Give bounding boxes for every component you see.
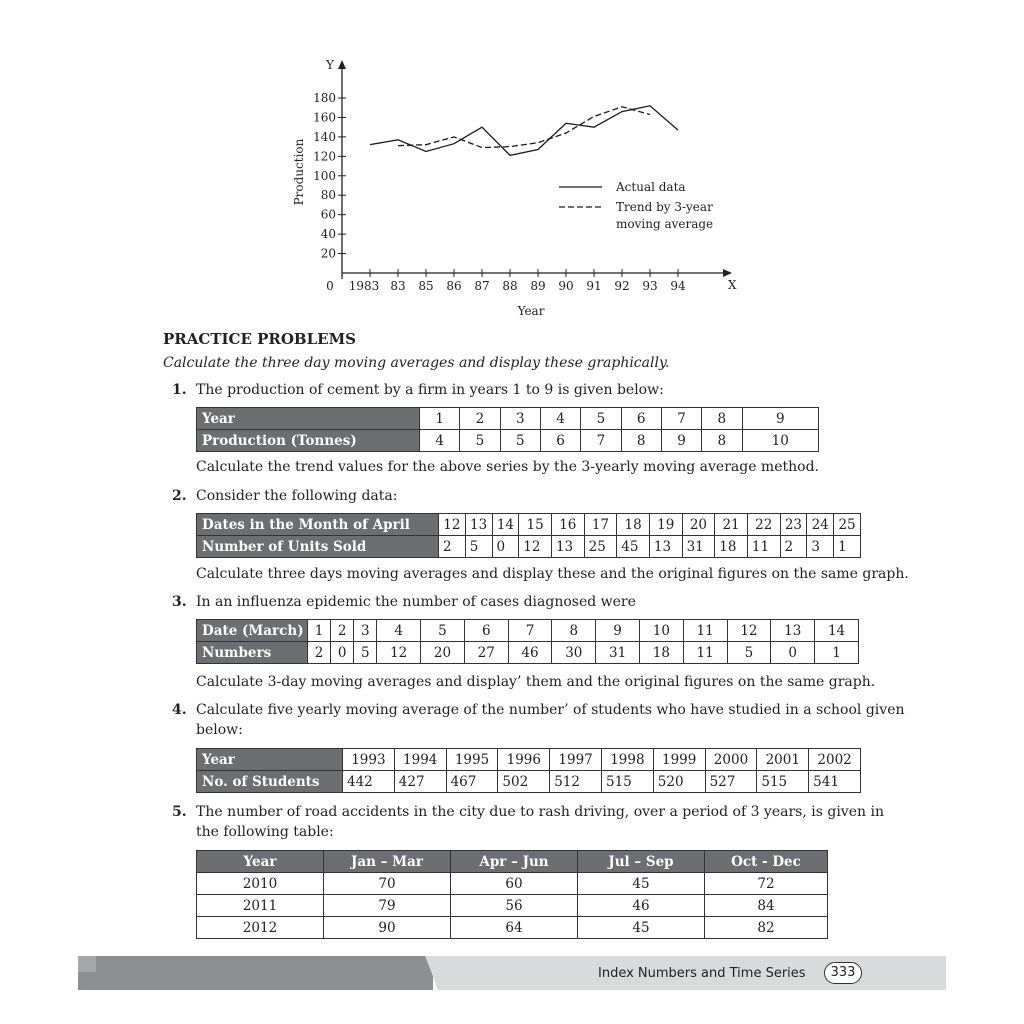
row-header: Year	[197, 408, 420, 430]
column-header: Jan – Mar	[324, 851, 451, 873]
table-cell: 19	[649, 514, 682, 536]
page-number: 333	[824, 962, 862, 984]
row-header: Number of Units Sold	[197, 536, 439, 558]
table-cell: 1994	[394, 749, 446, 771]
legend-actual-label: Actual data	[616, 180, 686, 194]
table-cell: 10	[742, 430, 819, 452]
problem-4-number: 4.	[172, 702, 187, 718]
table-cell: 467	[446, 771, 498, 793]
table-cell: 45	[578, 917, 705, 939]
table-cell: 427	[394, 771, 446, 793]
column-header: Year	[197, 851, 324, 873]
table-cell: 5	[354, 642, 377, 664]
x-tick-label: 85	[418, 279, 434, 293]
table-cell: 30	[552, 642, 596, 664]
column-header: Oct - Dec	[705, 851, 828, 873]
table-cell: 56	[451, 895, 578, 917]
table-cell: 4	[540, 408, 580, 430]
table-row	[197, 408, 819, 430]
table-cell: 5	[581, 408, 621, 430]
x-tick-label: 93	[642, 279, 658, 293]
y-axis-arrow-icon	[338, 60, 346, 69]
table-cell: 2012	[197, 917, 324, 939]
table-cell: 14	[492, 514, 519, 536]
footer-title: Index Numbers and Time Series	[598, 966, 806, 981]
row-header: No. of Students	[197, 771, 343, 793]
table-cell: 14	[815, 620, 859, 642]
table-cell: 4	[377, 620, 421, 642]
table-cell: 6	[621, 408, 661, 430]
table-row	[197, 873, 828, 895]
column-header: Apr – Jun	[451, 851, 578, 873]
table-cell: 1	[834, 536, 861, 558]
table-cell: 5	[465, 536, 492, 558]
problem-1-after-text: Calculate the trend values for the above series by the 3-yearly moving average method.	[196, 459, 819, 475]
x-tick-label: 88	[502, 279, 518, 293]
table-cell: 5	[421, 620, 465, 642]
table-cell: 3	[807, 536, 834, 558]
table-cell: 25	[834, 514, 861, 536]
table-cell: 10	[639, 620, 683, 642]
table-cell: 1	[308, 620, 331, 642]
table-row	[197, 895, 828, 917]
table-cell: 5	[727, 642, 771, 664]
table-cell: 541	[809, 771, 861, 793]
problem-3-table	[196, 619, 859, 664]
table-cell: 45	[617, 536, 650, 558]
table-cell: 527	[705, 771, 757, 793]
problem-4-table	[196, 748, 861, 793]
column-header: Jul – Sep	[578, 851, 705, 873]
table-row	[197, 536, 861, 558]
table-cell: 515	[601, 771, 653, 793]
x-tick-label: 83	[390, 279, 406, 293]
table-cell: 82	[705, 917, 828, 939]
table-cell: 90	[324, 917, 451, 939]
x-tick-label: 92	[614, 279, 630, 293]
table-cell: 15	[519, 514, 552, 536]
table-cell: 8	[702, 408, 742, 430]
table-cell: 31	[682, 536, 715, 558]
table-cell: 18	[715, 536, 748, 558]
table-cell: 2	[780, 536, 807, 558]
instruction-text: Calculate the three day moving averages and display these graphically.	[163, 355, 670, 371]
table-cell: 7	[508, 620, 552, 642]
table-cell: 515	[757, 771, 809, 793]
y-axis-letter: Y	[326, 58, 334, 72]
table-cell: 72	[705, 873, 828, 895]
table-row	[197, 749, 861, 771]
row-header: Numbers	[197, 642, 308, 664]
y-tick-label: 180	[313, 91, 336, 105]
table-cell: 8	[552, 620, 596, 642]
table-cell: 2000	[705, 749, 757, 771]
table-cell: 4	[420, 430, 460, 452]
table-cell: 502	[498, 771, 550, 793]
problem-1-text: The production of cement by a firm in years 1 to 9 is given below:	[196, 382, 664, 398]
table-cell: 25	[584, 536, 617, 558]
table-cell: 13	[771, 620, 815, 642]
table-cell: 7	[581, 430, 621, 452]
table-cell: 22	[747, 514, 780, 536]
y-tick-label: 80	[320, 188, 336, 203]
y-tick-label: 60	[320, 207, 336, 222]
table-row	[197, 620, 859, 642]
table-cell: 79	[324, 895, 451, 917]
table-cell: 18	[639, 642, 683, 664]
table-cell: 11	[683, 620, 727, 642]
x-axis-arrow-icon	[723, 269, 732, 277]
table-header-row	[197, 851, 828, 873]
problem-1-number: 1.	[172, 382, 187, 398]
problem-4-text-line-1: Calculate five yearly moving average of the number’ of students who have studied in a school given	[196, 702, 905, 718]
table-cell: 18	[617, 514, 650, 536]
table-cell: 12	[439, 514, 466, 536]
table-cell: 13	[649, 536, 682, 558]
legend-trend-label-line-1: Trend by 3-year	[616, 200, 713, 214]
section-heading: PRACTICE PROBLEMS	[163, 330, 357, 348]
table-cell: 70	[324, 873, 451, 895]
table-cell: 17	[584, 514, 617, 536]
problem-3-text: In an influenza epidemic the number of cases diagnosed were	[196, 594, 636, 610]
table-cell: 1998	[601, 749, 653, 771]
table-cell: 0	[492, 536, 519, 558]
y-tick-label: 140	[313, 129, 336, 144]
y-tick-label: 120	[313, 149, 336, 164]
table-cell: 13	[551, 536, 584, 558]
table-cell: 2001	[757, 749, 809, 771]
table-cell: 21	[715, 514, 748, 536]
actual-data-line	[370, 106, 678, 156]
table-cell: 9	[661, 430, 701, 452]
legend-trend-label-line-2: moving average	[616, 217, 714, 231]
table-cell: 2	[439, 536, 466, 558]
table-cell: 1	[420, 408, 460, 430]
x-tick-label: 86	[446, 279, 462, 293]
table-cell: 64	[451, 917, 578, 939]
x-axis-letter: X	[728, 278, 737, 292]
table-cell: 20	[421, 642, 465, 664]
table-cell: 0	[331, 642, 354, 664]
problem-5-number: 5.	[172, 804, 187, 820]
table-cell: 6	[464, 620, 508, 642]
table-cell: 23	[780, 514, 807, 536]
x-axis-title: Year	[517, 304, 545, 318]
table-cell: 2002	[809, 749, 861, 771]
table-cell: 520	[653, 771, 705, 793]
table-cell: 512	[550, 771, 602, 793]
footer-band-dark	[78, 956, 433, 990]
table-cell: 12	[519, 536, 552, 558]
problem-1-table	[196, 407, 819, 452]
x-tick-label: 1983	[348, 279, 380, 293]
x-tick-label: 89	[530, 279, 546, 293]
y-tick-label: 20	[320, 246, 336, 261]
table-cell: 5	[460, 430, 500, 452]
footer-band-accent	[78, 956, 96, 972]
table-cell: 3	[354, 620, 377, 642]
row-header: Year	[197, 749, 343, 771]
table-cell: 13	[465, 514, 492, 536]
x-tick-label: 87	[474, 279, 490, 293]
table-cell: 0	[771, 642, 815, 664]
x-tick-label: 90	[558, 279, 574, 293]
production-line-chart	[280, 50, 750, 330]
table-cell: 9	[596, 620, 640, 642]
table-cell: 8	[621, 430, 661, 452]
table-cell: 2	[308, 642, 331, 664]
problem-3-number: 3.	[172, 594, 187, 610]
table-cell: 1999	[653, 749, 705, 771]
problem-5-text-line-2: the following table:	[196, 824, 334, 840]
problem-5-table	[196, 850, 828, 939]
table-cell: 6	[540, 430, 580, 452]
table-cell: 1997	[550, 749, 602, 771]
table-cell: 442	[343, 771, 395, 793]
y-tick-label: 40	[320, 227, 336, 242]
table-cell: 1993	[343, 749, 395, 771]
table-cell: 7	[661, 408, 701, 430]
table-cell: 1	[815, 642, 859, 664]
table-row	[197, 771, 861, 793]
row-header: Date (March)	[197, 620, 308, 642]
table-cell: 24	[807, 514, 834, 536]
table-cell: 2	[460, 408, 500, 430]
table-cell: 2010	[197, 873, 324, 895]
table-cell: 3	[500, 408, 540, 430]
table-cell: 11	[683, 642, 727, 664]
problem-4-text-line-2: below:	[196, 722, 243, 738]
table-cell: 2011	[197, 895, 324, 917]
problem-5-text-line-1: The number of road accidents in the city due to rash driving, over a period of 3 years, is given in	[196, 804, 884, 820]
table-cell: 12	[377, 642, 421, 664]
table-row	[197, 430, 819, 452]
table-cell: 27	[464, 642, 508, 664]
x-tick-label: 91	[586, 279, 602, 293]
table-cell: 60	[451, 873, 578, 895]
table-row	[197, 917, 828, 939]
table-cell: 84	[705, 895, 828, 917]
table-cell: 1995	[446, 749, 498, 771]
y-tick-label: 160	[313, 110, 336, 125]
x-tick-label: 94	[670, 279, 686, 293]
problem-3-after-text: Calculate 3-day moving averages and display’ them and the original figures on the same graph.	[196, 674, 876, 690]
table-cell: 16	[551, 514, 584, 536]
table-cell: 45	[578, 873, 705, 895]
row-header: Dates in the Month of April	[197, 514, 439, 536]
table-cell: 20	[682, 514, 715, 536]
row-header: Production (Tonnes)	[197, 430, 420, 452]
table-cell: 2	[331, 620, 354, 642]
table-row	[197, 514, 861, 536]
table-cell: 8	[702, 430, 742, 452]
table-row	[197, 642, 859, 664]
table-cell: 31	[596, 642, 640, 664]
problem-2-table	[196, 513, 861, 558]
origin-label: 0	[326, 279, 334, 293]
table-cell: 1996	[498, 749, 550, 771]
table-cell: 9	[742, 408, 819, 430]
problem-2-text: Consider the following data:	[196, 488, 398, 504]
problem-2-number: 2.	[172, 488, 187, 504]
table-cell: 5	[500, 430, 540, 452]
table-cell: 12	[727, 620, 771, 642]
table-cell: 46	[508, 642, 552, 664]
table-cell: 11	[747, 536, 780, 558]
trend-line	[398, 107, 650, 148]
y-axis-title: Production	[292, 138, 306, 206]
table-cell: 46	[578, 895, 705, 917]
y-tick-label: 100	[313, 168, 336, 183]
problem-2-after-text: Calculate three days moving averages and display these and the original figures on the same graph.	[196, 566, 909, 582]
